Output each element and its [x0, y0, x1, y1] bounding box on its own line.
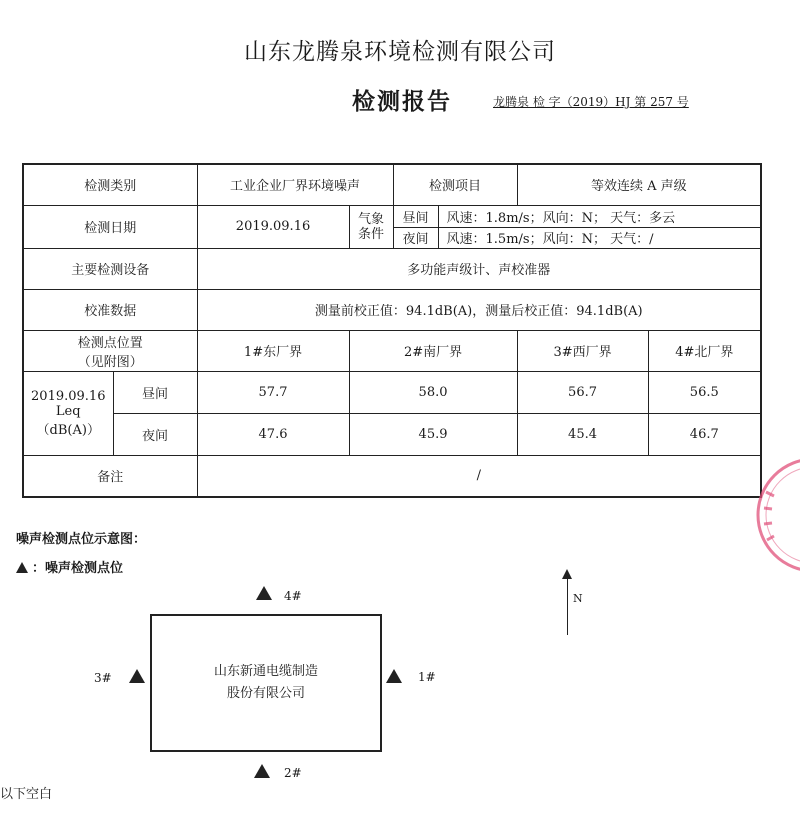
legend-text: ：噪声检测点位	[32, 561, 124, 576]
remark-label: 备注	[23, 455, 197, 497]
point-1-marker-icon	[386, 669, 402, 683]
weather-label-line2: 条件	[358, 226, 385, 242]
night-value-4: 46.7	[648, 413, 761, 455]
factory-name-line1: 山东新通电缆制造	[213, 664, 318, 679]
point-4-marker-icon	[256, 586, 272, 600]
table-row	[23, 455, 761, 497]
day-label: 昼间	[113, 371, 197, 413]
point-header-4: 4#北厂界	[648, 330, 761, 371]
triangle-marker-icon	[16, 562, 28, 573]
north-arrow-shaft	[567, 572, 568, 635]
point-header-1: 1#东厂界	[197, 330, 349, 371]
equipment-value: 多功能声级计、声校准器	[197, 248, 761, 289]
calibration-label: 校准数据	[23, 289, 197, 330]
leq-date: 2019.09.16	[31, 388, 106, 404]
map-legend	[16, 557, 123, 576]
company-name: 山东龙腾泉环境检测有限公司	[244, 39, 556, 65]
weather-label-line1: 气象	[358, 211, 385, 227]
factory-box	[150, 614, 382, 752]
point-2-label: 2#	[284, 766, 302, 780]
points-label-line2: （见附图）	[77, 354, 143, 370]
points-label	[23, 330, 197, 371]
calibration-value: 测量前校正值：94.1dB(A)，测量后校正值：94.1dB(A)	[197, 289, 761, 330]
report-title: 检测报告	[352, 88, 452, 115]
leq-label	[23, 371, 113, 455]
category-value: 工业企业厂界环境噪声	[197, 164, 393, 205]
equipment-label: 主要检测设备	[23, 248, 197, 289]
table-row	[23, 289, 761, 330]
point-3-marker-icon	[129, 669, 145, 683]
point-4-label: 4#	[284, 589, 302, 603]
weather-day-label: 昼间	[393, 205, 438, 227]
category-label: 检测类别	[23, 164, 197, 205]
night-value-3: 45.4	[517, 413, 648, 455]
table-row	[23, 205, 761, 227]
weather-label	[349, 205, 393, 248]
factory-name-line2: 股份有限公司	[226, 686, 305, 701]
red-seal-stamp-icon	[752, 452, 800, 578]
item-label: 检测项目	[393, 164, 517, 205]
points-label-line1: 检测点位置	[77, 335, 143, 351]
day-value-3: 56.7	[517, 371, 648, 413]
night-value-1: 47.6	[197, 413, 349, 455]
day-value-1: 57.7	[197, 371, 349, 413]
item-value: 等效连续 A 声级	[517, 164, 761, 205]
weather-night-label: 夜间	[393, 227, 438, 248]
table-row	[23, 164, 761, 205]
leq-name: Leq	[55, 403, 81, 419]
point-header-3: 3#西厂界	[517, 330, 648, 371]
point-3-label: 3#	[94, 671, 112, 685]
point-header-2: 2#南厂界	[349, 330, 517, 371]
day-value-2: 58.0	[349, 371, 517, 413]
north-label: N	[573, 592, 583, 605]
map-title: 噪声检测点位示意图：	[16, 532, 147, 547]
date-value: 2019.09.16	[197, 205, 349, 248]
results-table	[22, 163, 762, 498]
table-row	[23, 371, 761, 413]
leq-unit: （dB(A)）	[36, 422, 100, 438]
remark-value: /	[197, 455, 761, 497]
table-row	[23, 248, 761, 289]
blank-below-note: 以下空白	[0, 787, 53, 802]
night-value-2: 45.9	[349, 413, 517, 455]
night-label: 夜间	[113, 413, 197, 455]
table-row	[23, 413, 761, 455]
report-number: 龙腾泉 检 字（2019）HJ 第 257 号	[493, 95, 689, 109]
date-label: 检测日期	[23, 205, 197, 248]
point-1-label: 1#	[418, 670, 436, 684]
weather-day-value: 风速：1.8m/s；风向：N； 天气：多云	[438, 205, 761, 227]
table-row	[23, 330, 761, 371]
weather-night-value: 风速：1.5m/s；风向：N； 天气：/	[438, 227, 761, 248]
day-value-4: 56.5	[648, 371, 761, 413]
point-2-marker-icon	[254, 764, 270, 778]
